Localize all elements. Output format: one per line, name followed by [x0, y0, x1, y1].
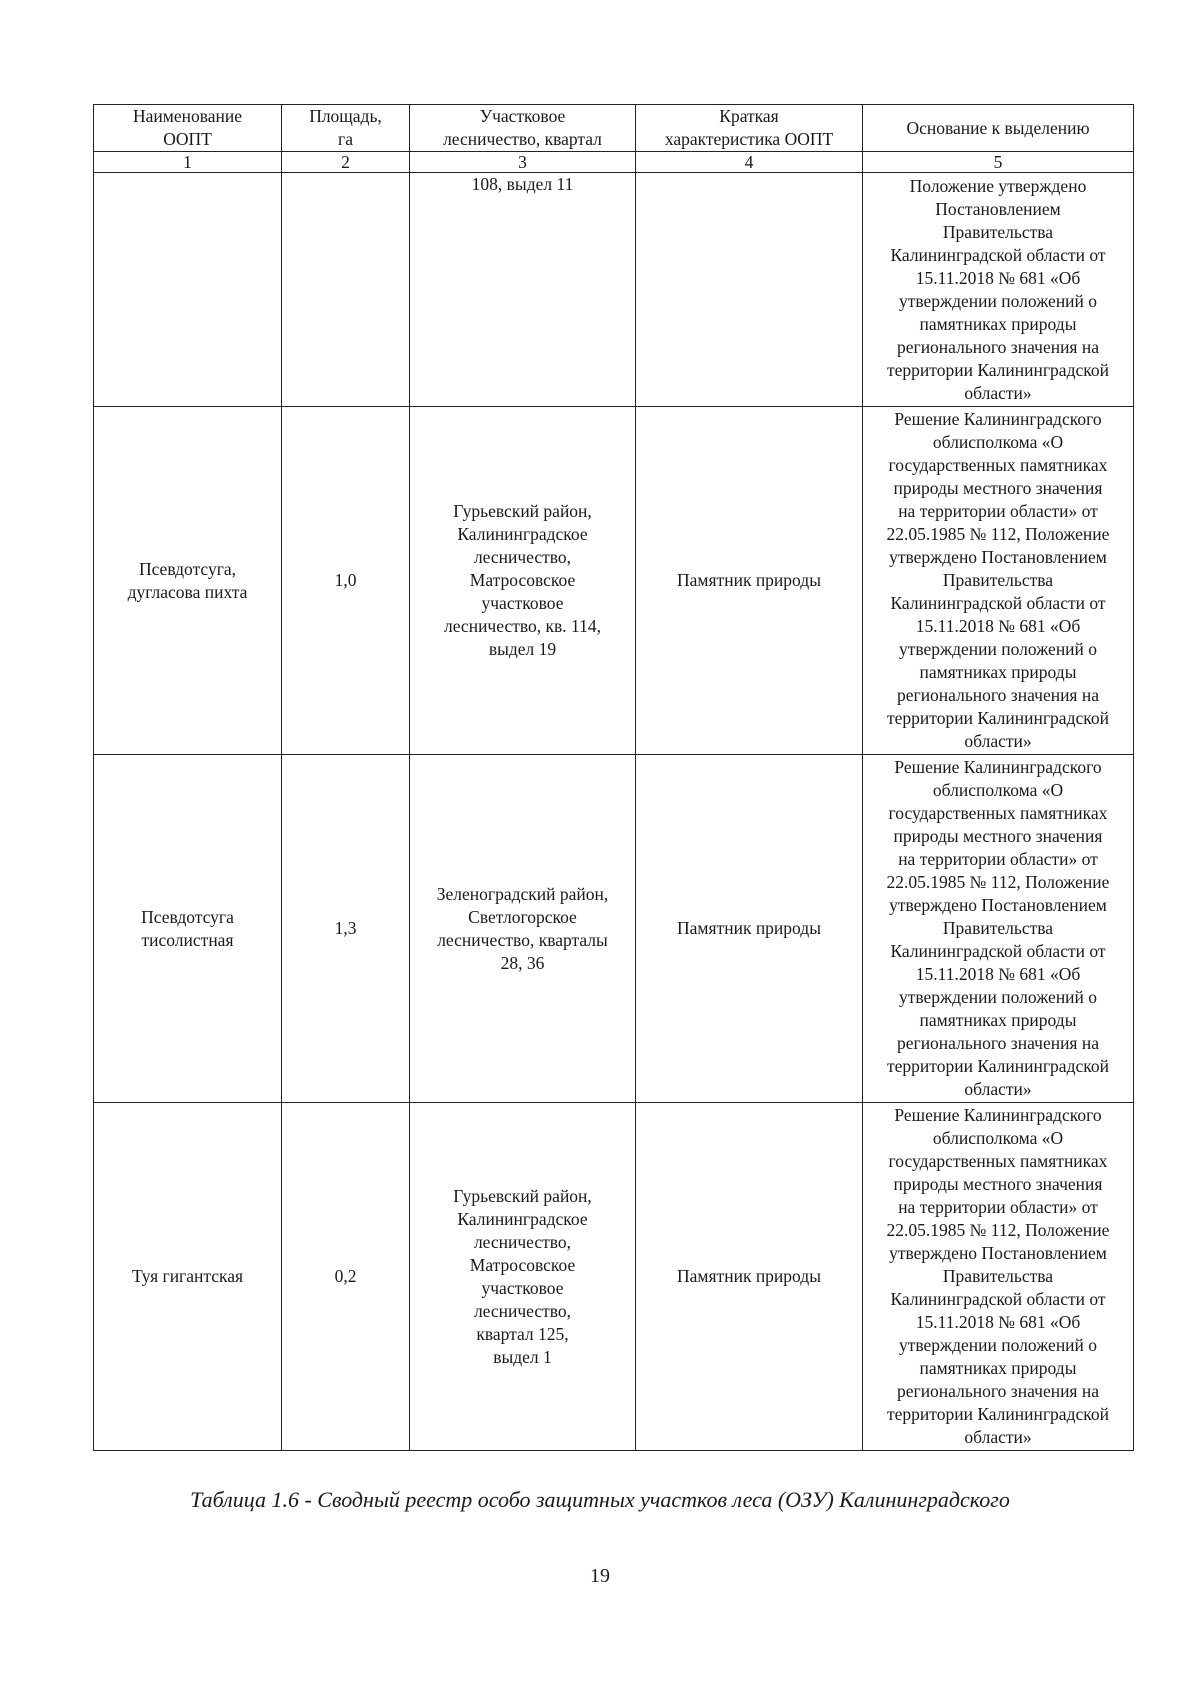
cell-area: 1,0	[282, 407, 410, 755]
column-number: 4	[636, 152, 863, 173]
cell-area	[282, 173, 410, 407]
cell-characteristic: Памятник природы	[636, 1103, 863, 1451]
header-basis: Основание к выделению	[863, 105, 1134, 152]
column-number: 2	[282, 152, 410, 173]
cell-characteristic	[636, 173, 863, 407]
cell-basis: Решение Калининградского облисполкома «О государственных памятниках природы местного значения на территории области» от 22.05.1985 № 112, Положение утверждено Постановлением Правительства Калининградской области от 15.11.2018 № 681 «Об утверждении положений о памятниках природы регионального значения на территории Калининградской области»	[863, 1103, 1134, 1451]
cell-characteristic: Памятник природы	[636, 407, 863, 755]
oopt-registry-table	[93, 104, 1134, 1451]
cell-forestry: Зеленоградский район, Светлогорское лесничество, кварталы 28, 36	[410, 755, 636, 1103]
cell-basis: Положение утверждено Постановлением Правительства Калининградской области от 15.11.2018 № 681 «Об утверждении положений о памятниках природы регионального значения на территории Калининградской области»	[863, 173, 1134, 407]
table-row	[94, 1103, 1134, 1451]
cell-basis: Решение Калининградского облисполкома «О государственных памятниках природы местного значения на территории области» от 22.05.1985 № 112, Положение утверждено Постановлением Правительства Калининградской области от 15.11.2018 № 681 «Об утверждении положений о памятниках природы регионального значения на территории Калининградской области»	[863, 407, 1134, 755]
table-column-numbers-row	[94, 152, 1134, 173]
header-characteristic: Краткая характеристика ООПТ	[636, 105, 863, 152]
table-caption: Таблица 1.6 - Сводный реестр особо защитных участков леса (ОЗУ) Калининградского	[190, 1487, 1010, 1512]
column-number: 3	[410, 152, 636, 173]
cell-basis: Решение Калининградского облисполкома «О государственных памятниках природы местного значения на территории области» от 22.05.1985 № 112, Положение утверждено Постановлением Правительства Калининградской области от 15.11.2018 № 681 «Об утверждении положений о памятниках природы регионального значения на территории Калининградской области»	[863, 755, 1134, 1103]
page-number: 19	[590, 1565, 610, 1587]
header-name: Наименование ООПТ	[94, 105, 282, 152]
cell-forestry: 108, выдел 11	[410, 173, 636, 407]
column-number: 5	[863, 152, 1134, 173]
cell-forestry: Гурьевский район, Калининградское лесничество, Матросовское участковое лесничество, квартал 125, выдел 1	[410, 1103, 636, 1451]
table-header-row	[94, 105, 1134, 152]
cell-area: 1,3	[282, 755, 410, 1103]
cell-name: Псевдотсуга, дугласова пихта	[94, 407, 282, 755]
cell-name: Псевдотсуга тисолистная	[94, 755, 282, 1103]
cell-name	[94, 173, 282, 407]
table-row	[94, 407, 1134, 755]
header-area: Площадь, га	[282, 105, 410, 152]
table-row	[94, 173, 1134, 407]
cell-characteristic: Памятник природы	[636, 755, 863, 1103]
table-row	[94, 755, 1134, 1103]
cell-forestry: Гурьевский район, Калининградское лесничество, Матросовское участковое лесничество, кв. 114, выдел 19	[410, 407, 636, 755]
header-forestry: Участковое лесничество, квартал	[410, 105, 636, 152]
cell-name: Туя гигантская	[94, 1103, 282, 1451]
cell-area: 0,2	[282, 1103, 410, 1451]
column-number: 1	[94, 152, 282, 173]
